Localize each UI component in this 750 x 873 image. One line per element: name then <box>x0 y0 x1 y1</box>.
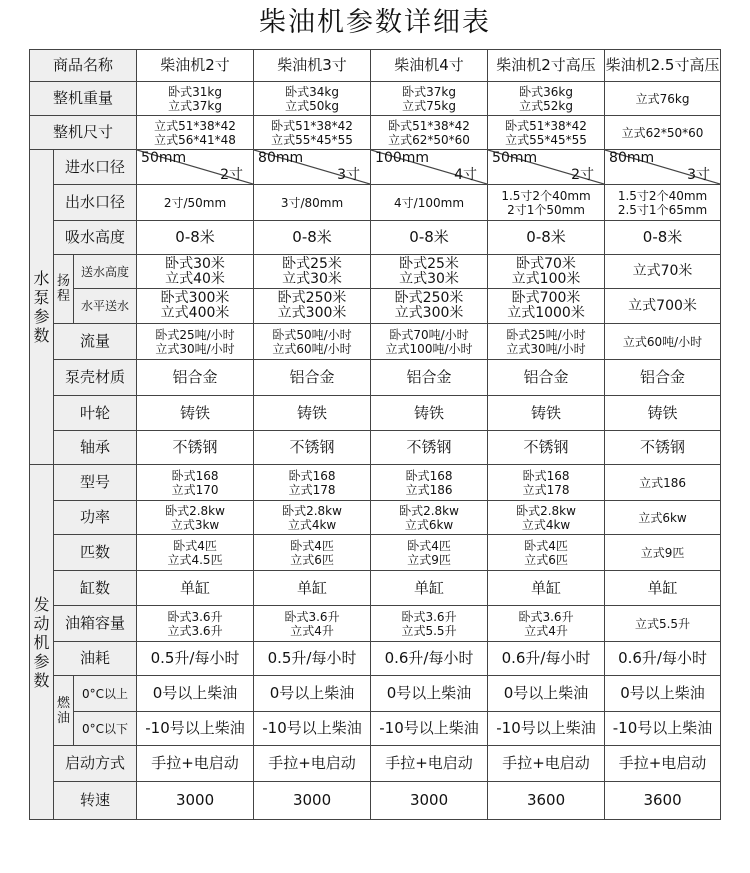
pump-impeller-value-2: 铸铁 <box>254 396 371 431</box>
pump-impeller-value-5: 铸铁 <box>605 396 721 431</box>
pump-impeller-value-4: 铸铁 <box>488 396 605 431</box>
weight-line: 卧式34kg <box>285 84 339 99</box>
pump-outlet-value-2 <box>254 185 371 221</box>
engine-power-value-2 <box>254 501 371 535</box>
pump-outlet-line: 2.5寸1个65mm <box>617 202 708 217</box>
weight-value-5 <box>605 82 721 116</box>
pump-outlet-value-1 <box>137 185 254 221</box>
engine-horsepower-line: 立式6匹 <box>290 552 334 567</box>
pump-horizontal-line: 卧式300米 <box>160 290 230 306</box>
engine-start-value-5: 手拉+电启动 <box>605 746 721 782</box>
pump-horizontal-line: 立式300米 <box>394 305 464 321</box>
engine-power-line: 卧式2.8kw <box>516 503 576 518</box>
engine-speed-value-3: 3000 <box>371 782 488 820</box>
model-name-2: 柴油机3寸 <box>254 50 371 82</box>
pump-delivery-row <box>30 255 721 289</box>
pump-outlet-value-3 <box>371 185 488 221</box>
pump-horizontal-line: 立式1000米 <box>507 305 585 321</box>
engine-start-label: 启动方式 <box>54 746 137 782</box>
pump-flow-line: 卧式70吨/小时 <box>389 327 469 342</box>
weight-label: 整机重量 <box>30 82 137 116</box>
engine-tank-line: 卧式3.6升 <box>284 609 340 624</box>
engine-consumption-value-4: 0.6升/每小时 <box>488 642 605 676</box>
engine-tank-line: 立式4升 <box>524 623 568 638</box>
pump-delivery-value-3 <box>371 255 488 289</box>
pump-delivery-value-2 <box>254 255 371 289</box>
engine-fuel_above-value-1: 0号以上柴油 <box>137 676 254 712</box>
engine-cylinder-value-4: 单缸 <box>488 571 605 606</box>
size-line: 卧式51*38*42 <box>271 118 353 133</box>
inlet-value-5 <box>605 150 721 185</box>
engine-tank-value-2 <box>254 606 371 642</box>
engine-tank-line: 立式5.5升 <box>401 623 457 638</box>
pump-outlet-value-5 <box>605 185 721 221</box>
pump-delivery-line: 立式30米 <box>399 270 459 287</box>
inlet-mm: 80mm <box>258 150 304 166</box>
inlet-inch: 3寸 <box>337 167 361 183</box>
pump-bearing-row <box>30 431 721 465</box>
pump-horizontal-value-2 <box>254 289 371 324</box>
weight-value-3 <box>371 82 488 116</box>
pump-housing-row <box>30 360 721 396</box>
pump-bearing-value-5: 不锈钢 <box>605 431 721 465</box>
pump-suction-label: 吸水高度 <box>54 221 137 255</box>
engine-fuel_below-value-3: -10号以上柴油 <box>371 712 488 746</box>
pump-delivery-line: 卧式30米 <box>165 255 225 272</box>
inlet-value-3 <box>371 150 488 185</box>
pump-horizontal-value-3 <box>371 289 488 324</box>
pump-flow-line: 卧式50吨/小时 <box>272 327 352 342</box>
pump-delivery-value-1 <box>137 255 254 289</box>
pump-housing-value-3: 铝合金 <box>371 360 488 396</box>
inlet-inch: 3寸 <box>687 167 711 183</box>
engine-model-line: 立式178 <box>288 482 336 497</box>
pump-delivery-line: 立式40米 <box>165 270 225 287</box>
pump-bearing-value-4: 不锈钢 <box>488 431 605 465</box>
size-line: 立式51*38*42 <box>154 118 236 133</box>
engine-start-value-4: 手拉+电启动 <box>488 746 605 782</box>
engine-model-line: 卧式168 <box>405 468 453 483</box>
size-line: 立式55*45*55 <box>505 132 587 147</box>
inlet-value-2 <box>254 150 371 185</box>
pump-suction-value-5: 0-8米 <box>605 221 721 255</box>
engine-fuel_below-value-5: -10号以上柴油 <box>605 712 721 746</box>
engine-model-value-2 <box>254 465 371 501</box>
engine-model-value-3 <box>371 465 488 501</box>
engine-fuel_below-label: 0°C以下 <box>74 712 137 746</box>
model-name-3: 柴油机4寸 <box>371 50 488 82</box>
header-row <box>30 50 721 82</box>
engine-model-line: 立式178 <box>522 482 570 497</box>
engine-model-line: 立式186 <box>405 482 453 497</box>
engine-cylinder-value-3: 单缸 <box>371 571 488 606</box>
engine-consumption-value-1: 0.5升/每小时 <box>137 642 254 676</box>
engine-tank-row <box>30 606 721 642</box>
model-name-5: 柴油机2.5寸高压 <box>605 50 721 82</box>
weight-line: 卧式31kg <box>168 84 222 99</box>
engine-tank-label: 油箱容量 <box>54 606 137 642</box>
engine-cylinder-value-1: 单缸 <box>137 571 254 606</box>
size-line: 卧式51*38*42 <box>388 118 470 133</box>
pump-housing-label: 泵壳材质 <box>54 360 137 396</box>
engine-cylinder-label: 缸数 <box>54 571 137 606</box>
engine-consumption-value-5: 0.6升/每小时 <box>605 642 721 676</box>
engine-fuel_above-value-3: 0号以上柴油 <box>371 676 488 712</box>
engine-horsepower-value-3 <box>371 535 488 571</box>
weight-line: 立式37kg <box>168 98 222 113</box>
engine-fuel_above-value-2: 0号以上柴油 <box>254 676 371 712</box>
pump-delivery-line: 立式100米 <box>511 270 581 287</box>
engine-model-line: 卧式168 <box>288 468 336 483</box>
pump-flow-line: 立式60吨/小时 <box>272 341 352 356</box>
size-row <box>30 116 721 150</box>
pump-inlet-label: 进水口径 <box>54 150 137 185</box>
engine-group-label-text: 发动机参数 <box>33 594 50 690</box>
weight-line: 卧式37kg <box>402 84 456 99</box>
size-value-5 <box>605 116 721 150</box>
pump-suction-value-1: 0-8米 <box>137 221 254 255</box>
engine-tank-line: 立式4升 <box>290 623 334 638</box>
engine-fuel_above-label: 0°C以上 <box>74 676 137 712</box>
engine-consumption-label: 油耗 <box>54 642 137 676</box>
pump-housing-value-1: 铝合金 <box>137 360 254 396</box>
engine-power-row <box>30 501 721 535</box>
engine-speed-value-2: 3000 <box>254 782 371 820</box>
inlet-inch: 4寸 <box>454 167 478 183</box>
engine-tank-value-3 <box>371 606 488 642</box>
pump-outlet-line: 2寸1个50mm <box>507 202 585 217</box>
pump-delivery-line: 卧式25米 <box>282 255 342 272</box>
pump-outlet-line: 1.5寸2个40mm <box>617 188 708 203</box>
inlet-mm: 80mm <box>609 150 655 166</box>
engine-tank-value-4 <box>488 606 605 642</box>
engine-start-value-1: 手拉+电启动 <box>137 746 254 782</box>
pump-bearing-value-3: 不锈钢 <box>371 431 488 465</box>
pump-flow-line: 卧式25吨/小时 <box>506 327 586 342</box>
pump-group-label <box>30 150 54 465</box>
pump-bearing-value-2: 不锈钢 <box>254 431 371 465</box>
pump-flow-value-2 <box>254 324 371 360</box>
engine-horsepower-line: 卧式4匹 <box>173 538 217 553</box>
engine-power-line: 立式3kw <box>170 517 220 532</box>
pump-outlet-row <box>30 185 721 221</box>
engine-consumption-value-3: 0.6升/每小时 <box>371 642 488 676</box>
weight-value-2 <box>254 82 371 116</box>
size-line: 卧式51*38*42 <box>505 118 587 133</box>
engine-model-value-4 <box>488 465 605 501</box>
engine-horsepower-line: 立式6匹 <box>524 552 568 567</box>
engine-model-value-1 <box>137 465 254 501</box>
pump-horizontal-value-4 <box>488 289 605 324</box>
inlet-mm: 100mm <box>375 150 430 166</box>
inlet-mm: 50mm <box>492 150 538 166</box>
size-value-3 <box>371 116 488 150</box>
engine-horsepower-row <box>30 535 721 571</box>
engine-tank-line: 卧式3.6升 <box>518 609 574 624</box>
engine-start-row <box>30 746 721 782</box>
pump-horizontal-label: 水平送水 <box>74 289 137 324</box>
pump-impeller-label: 叶轮 <box>54 396 137 431</box>
lift-group-label <box>54 255 74 324</box>
inlet-inch: 2寸 <box>220 167 244 183</box>
size-value-2 <box>254 116 371 150</box>
weight-line: 立式75kg <box>402 98 456 113</box>
engine-fuel_below-value-4: -10号以上柴油 <box>488 712 605 746</box>
header-label: 商品名称 <box>30 50 137 82</box>
engine-power-value-4 <box>488 501 605 535</box>
engine-model-line: 卧式168 <box>171 468 219 483</box>
model-name-1: 柴油机2寸 <box>137 50 254 82</box>
pump-outlet-line: 1.5寸2个40mm <box>501 188 591 203</box>
engine-tank-line: 立式3.6升 <box>167 623 223 638</box>
engine-power-line: 立式4kw <box>521 517 571 532</box>
engine-horsepower-line: 立式4.5匹 <box>167 552 223 567</box>
size-line: 立式56*41*48 <box>154 132 236 147</box>
fuel-group-label <box>54 676 74 746</box>
engine-horsepower-line: 卧式4匹 <box>524 538 568 553</box>
engine-power-value-5 <box>605 501 721 535</box>
pump-horizontal-line: 立式400米 <box>160 305 230 321</box>
pump-suction-value-2: 0-8米 <box>254 221 371 255</box>
pump-flow-value-4 <box>488 324 605 360</box>
engine-start-value-2: 手拉+电启动 <box>254 746 371 782</box>
pump-delivery-line: 立式70米 <box>632 263 693 279</box>
pump-horizontal-row <box>30 289 721 324</box>
lift-group-label-text: 扬程 <box>56 274 70 304</box>
pump-horizontal-value-5 <box>605 289 721 324</box>
pump-outlet-value-4 <box>488 185 605 221</box>
pump-suction-value-3: 0-8米 <box>371 221 488 255</box>
engine-tank-line: 立式5.5升 <box>634 616 691 631</box>
engine-power-value-3 <box>371 501 488 535</box>
weight-row <box>30 82 721 116</box>
engine-power-line: 立式6kw <box>404 517 454 532</box>
engine-horsepower-value-2 <box>254 535 371 571</box>
inlet-value-4 <box>488 150 605 185</box>
engine-fuel_below-value-2: -10号以上柴油 <box>254 712 371 746</box>
pump-flow-line: 立式30吨/小时 <box>155 341 235 356</box>
engine-cylinder-row <box>30 571 721 606</box>
pump-bearing-value-1: 不锈钢 <box>137 431 254 465</box>
engine-horsepower-label: 匹数 <box>54 535 137 571</box>
engine-fuel_above-row <box>30 676 721 712</box>
pump-group-label-text: 水泵参数 <box>33 269 50 345</box>
engine-power-value-1 <box>137 501 254 535</box>
weight-value-1 <box>137 82 254 116</box>
size-value-4 <box>488 116 605 150</box>
engine-horsepower-line: 立式9匹 <box>407 552 451 567</box>
engine-model-value-5 <box>605 465 721 501</box>
engine-horsepower-value-5 <box>605 535 721 571</box>
engine-power-line: 卧式2.8kw <box>282 503 342 518</box>
pump-delivery-label: 送水高度 <box>74 255 137 289</box>
pump-flow-row <box>30 324 721 360</box>
engine-cylinder-value-5: 单缸 <box>605 571 721 606</box>
pump-delivery-value-4 <box>488 255 605 289</box>
table-title: 柴油机参数详细表 <box>259 7 491 38</box>
engine-horsepower-line: 卧式4匹 <box>407 538 451 553</box>
engine-consumption-row <box>30 642 721 676</box>
pump-delivery-line: 卧式70米 <box>516 255 576 272</box>
pump-flow-label: 流量 <box>54 324 137 360</box>
weight-line: 立式52kg <box>519 98 573 113</box>
pump-horizontal-line: 立式700米 <box>628 297 697 314</box>
pump-outlet-line: 2寸/50mm <box>163 195 227 210</box>
engine-horsepower-value-1 <box>137 535 254 571</box>
pump-delivery-line: 卧式25米 <box>399 255 459 272</box>
engine-horsepower-line: 立式9匹 <box>640 545 685 560</box>
engine-cylinder-value-2: 单缸 <box>254 571 371 606</box>
pump-impeller-row <box>30 396 721 431</box>
engine-model-row <box>30 465 721 501</box>
pump-horizontal-line: 卧式250米 <box>394 290 464 306</box>
engine-model-label: 型号 <box>54 465 137 501</box>
engine-speed-value-1: 3000 <box>137 782 254 820</box>
engine-tank-line: 卧式3.6升 <box>167 609 223 624</box>
pump-flow-value-1 <box>137 324 254 360</box>
size-line: 立式62*50*60 <box>621 125 704 140</box>
engine-power-line: 卧式2.8kw <box>399 503 459 518</box>
engine-power-line: 立式6kw <box>638 510 687 525</box>
engine-consumption-value-2: 0.5升/每小时 <box>254 642 371 676</box>
pump-outlet-label: 出水口径 <box>54 185 137 221</box>
inlet-value-1 <box>137 150 254 185</box>
engine-horsepower-value-4 <box>488 535 605 571</box>
pump-flow-line: 立式100吨/小时 <box>385 341 473 356</box>
weight-line: 立式76kg <box>635 91 690 106</box>
pump-impeller-value-1: 铸铁 <box>137 396 254 431</box>
size-line: 立式55*45*55 <box>271 132 353 147</box>
engine-start-value-3: 手拉+电启动 <box>371 746 488 782</box>
pump-flow-value-3 <box>371 324 488 360</box>
pump-housing-value-4: 铝合金 <box>488 360 605 396</box>
pump-flow-line: 立式30吨/小时 <box>506 341 586 356</box>
pump-bearing-label: 轴承 <box>54 431 137 465</box>
pump-impeller-value-3: 铸铁 <box>371 396 488 431</box>
engine-speed-value-4: 3600 <box>488 782 605 820</box>
engine-fuel_below-value-1: -10号以上柴油 <box>137 712 254 746</box>
pump-horizontal-line: 卧式700米 <box>511 290 581 306</box>
pump-horizontal-line: 立式300米 <box>277 305 347 321</box>
pump-horizontal-value-1 <box>137 289 254 324</box>
pump-suction-row <box>30 221 721 255</box>
spec-table <box>29 49 721 820</box>
pump-suction-value-4: 0-8米 <box>488 221 605 255</box>
weight-line: 立式50kg <box>285 98 339 113</box>
pump-outlet-line: 3寸/80mm <box>280 195 344 210</box>
engine-fuel_above-value-5: 0号以上柴油 <box>605 676 721 712</box>
pump-flow-line: 立式60吨/小时 <box>622 334 703 349</box>
fuel-group-label-text: 燃油 <box>56 695 70 726</box>
pump-delivery-value-5 <box>605 255 721 289</box>
size-line: 立式62*50*60 <box>388 132 470 147</box>
weight-line: 卧式36kg <box>519 84 573 99</box>
engine-power-label: 功率 <box>54 501 137 535</box>
pump-housing-value-5: 铝合金 <box>605 360 721 396</box>
inlet-mm: 50mm <box>141 150 187 166</box>
engine-model-line: 立式186 <box>639 475 686 490</box>
engine-speed-value-5: 3600 <box>605 782 721 820</box>
engine-speed-label: 转速 <box>54 782 137 820</box>
engine-tank-value-5 <box>605 606 721 642</box>
engine-power-line: 立式4kw <box>287 517 337 532</box>
pump-flow-line: 卧式25吨/小时 <box>155 327 235 342</box>
engine-power-line: 卧式2.8kw <box>165 503 225 518</box>
engine-model-line: 卧式168 <box>522 468 570 483</box>
engine-tank-value-1 <box>137 606 254 642</box>
pump-flow-value-5 <box>605 324 721 360</box>
engine-group-label <box>30 465 54 820</box>
pump-horizontal-line: 卧式250米 <box>277 290 347 306</box>
pump-inlet-row <box>30 150 721 185</box>
weight-value-4 <box>488 82 605 116</box>
pump-delivery-line: 立式30米 <box>282 270 342 287</box>
size-label: 整机尺寸 <box>30 116 137 150</box>
engine-fuel_above-value-4: 0号以上柴油 <box>488 676 605 712</box>
pump-housing-value-2: 铝合金 <box>254 360 371 396</box>
engine-fuel_below-row <box>30 712 721 746</box>
engine-speed-row <box>30 782 721 820</box>
size-value-1 <box>137 116 254 150</box>
engine-model-line: 立式170 <box>171 482 219 497</box>
inlet-inch: 2寸 <box>571 167 595 183</box>
pump-outlet-line: 4寸/100mm <box>394 195 465 210</box>
model-name-4: 柴油机2寸高压 <box>488 50 605 82</box>
engine-tank-line: 卧式3.6升 <box>401 609 457 624</box>
engine-horsepower-line: 卧式4匹 <box>290 538 334 553</box>
